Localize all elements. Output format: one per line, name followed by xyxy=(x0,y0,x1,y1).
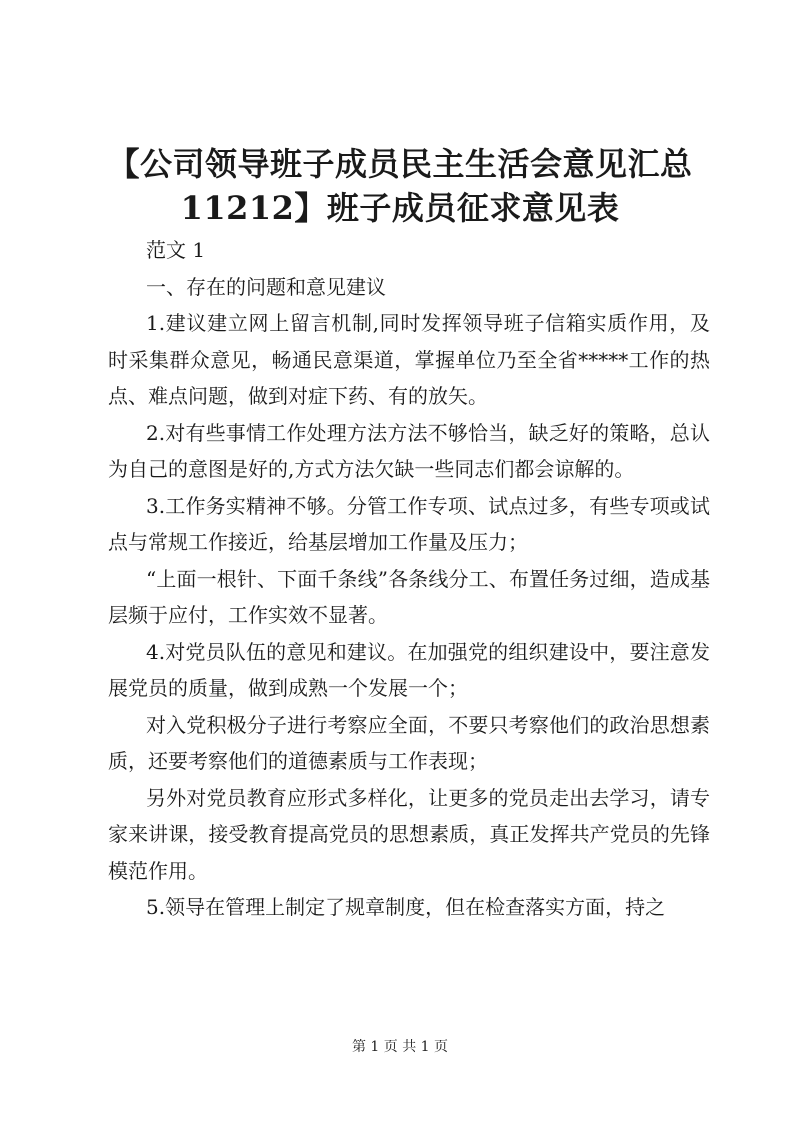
paragraph-item-5: 5.领导在管理上制定了规章制度，但在检查落实方面，持之 xyxy=(146,895,666,919)
paragraph-item-2: 2.对有些事情工作处理方法方法不够恰当，缺乏好的策略，总认为自己的意图是好的,方式方法欠缺一些同志们都会谅解的。 xyxy=(108,420,710,481)
paragraph-item-4-continued-b: 另外对党员教育应形式多样化，让更多的党员走出去学习，请专家来讲课，接受教育提高党员的思想素质，真正发挥共产党员的先锋模范作用。 xyxy=(108,785,710,883)
paragraph-item-4-continued-a: 对入党积极分子进行考察应全面，不要只考察他们的政治思想素质，还要考察他们的道德素质与工作表现； xyxy=(108,712,710,773)
paragraph-sample-label: 范文 1 xyxy=(146,238,206,262)
paragraph-item-4: 4.对党员队伍的意见和建议。在加强党的组织建设中，要注意发展党员的质量，做到成熟一个发展一个； xyxy=(108,639,710,700)
title-line-2: 11212】班子成员征求意见表 xyxy=(180,189,620,227)
paragraph-item-3: 3.工作务实精神不够。分管工作专项、试点过多，有些专项或试点与常规工作接近，给基层增加工作量及压力； xyxy=(108,493,710,554)
document-body xyxy=(108,232,710,926)
title-line-1: 【公司领导班子成员民主生活会意见汇总 xyxy=(107,145,693,183)
page-footer: 第 1 页 共 1 页 xyxy=(351,1039,449,1055)
document-title xyxy=(90,142,710,230)
paragraph-section-heading: 一、存在的问题和意见建议 xyxy=(146,274,386,299)
paragraph-item-1: 1.建议建立网上留言机制,同时发挥领导班子信箱实质作用，及时采集群众意见，畅通民意渠道，掌握单位乃至全省*****工作的热点、难点问题，做到对症下药、有的放矢。 xyxy=(108,311,710,408)
paragraph-item-3-continued: “上面一根针、下面千条线”各条线分工、布置任务过细，造成基层频于应付，工作实效不显著。 xyxy=(108,566,710,627)
